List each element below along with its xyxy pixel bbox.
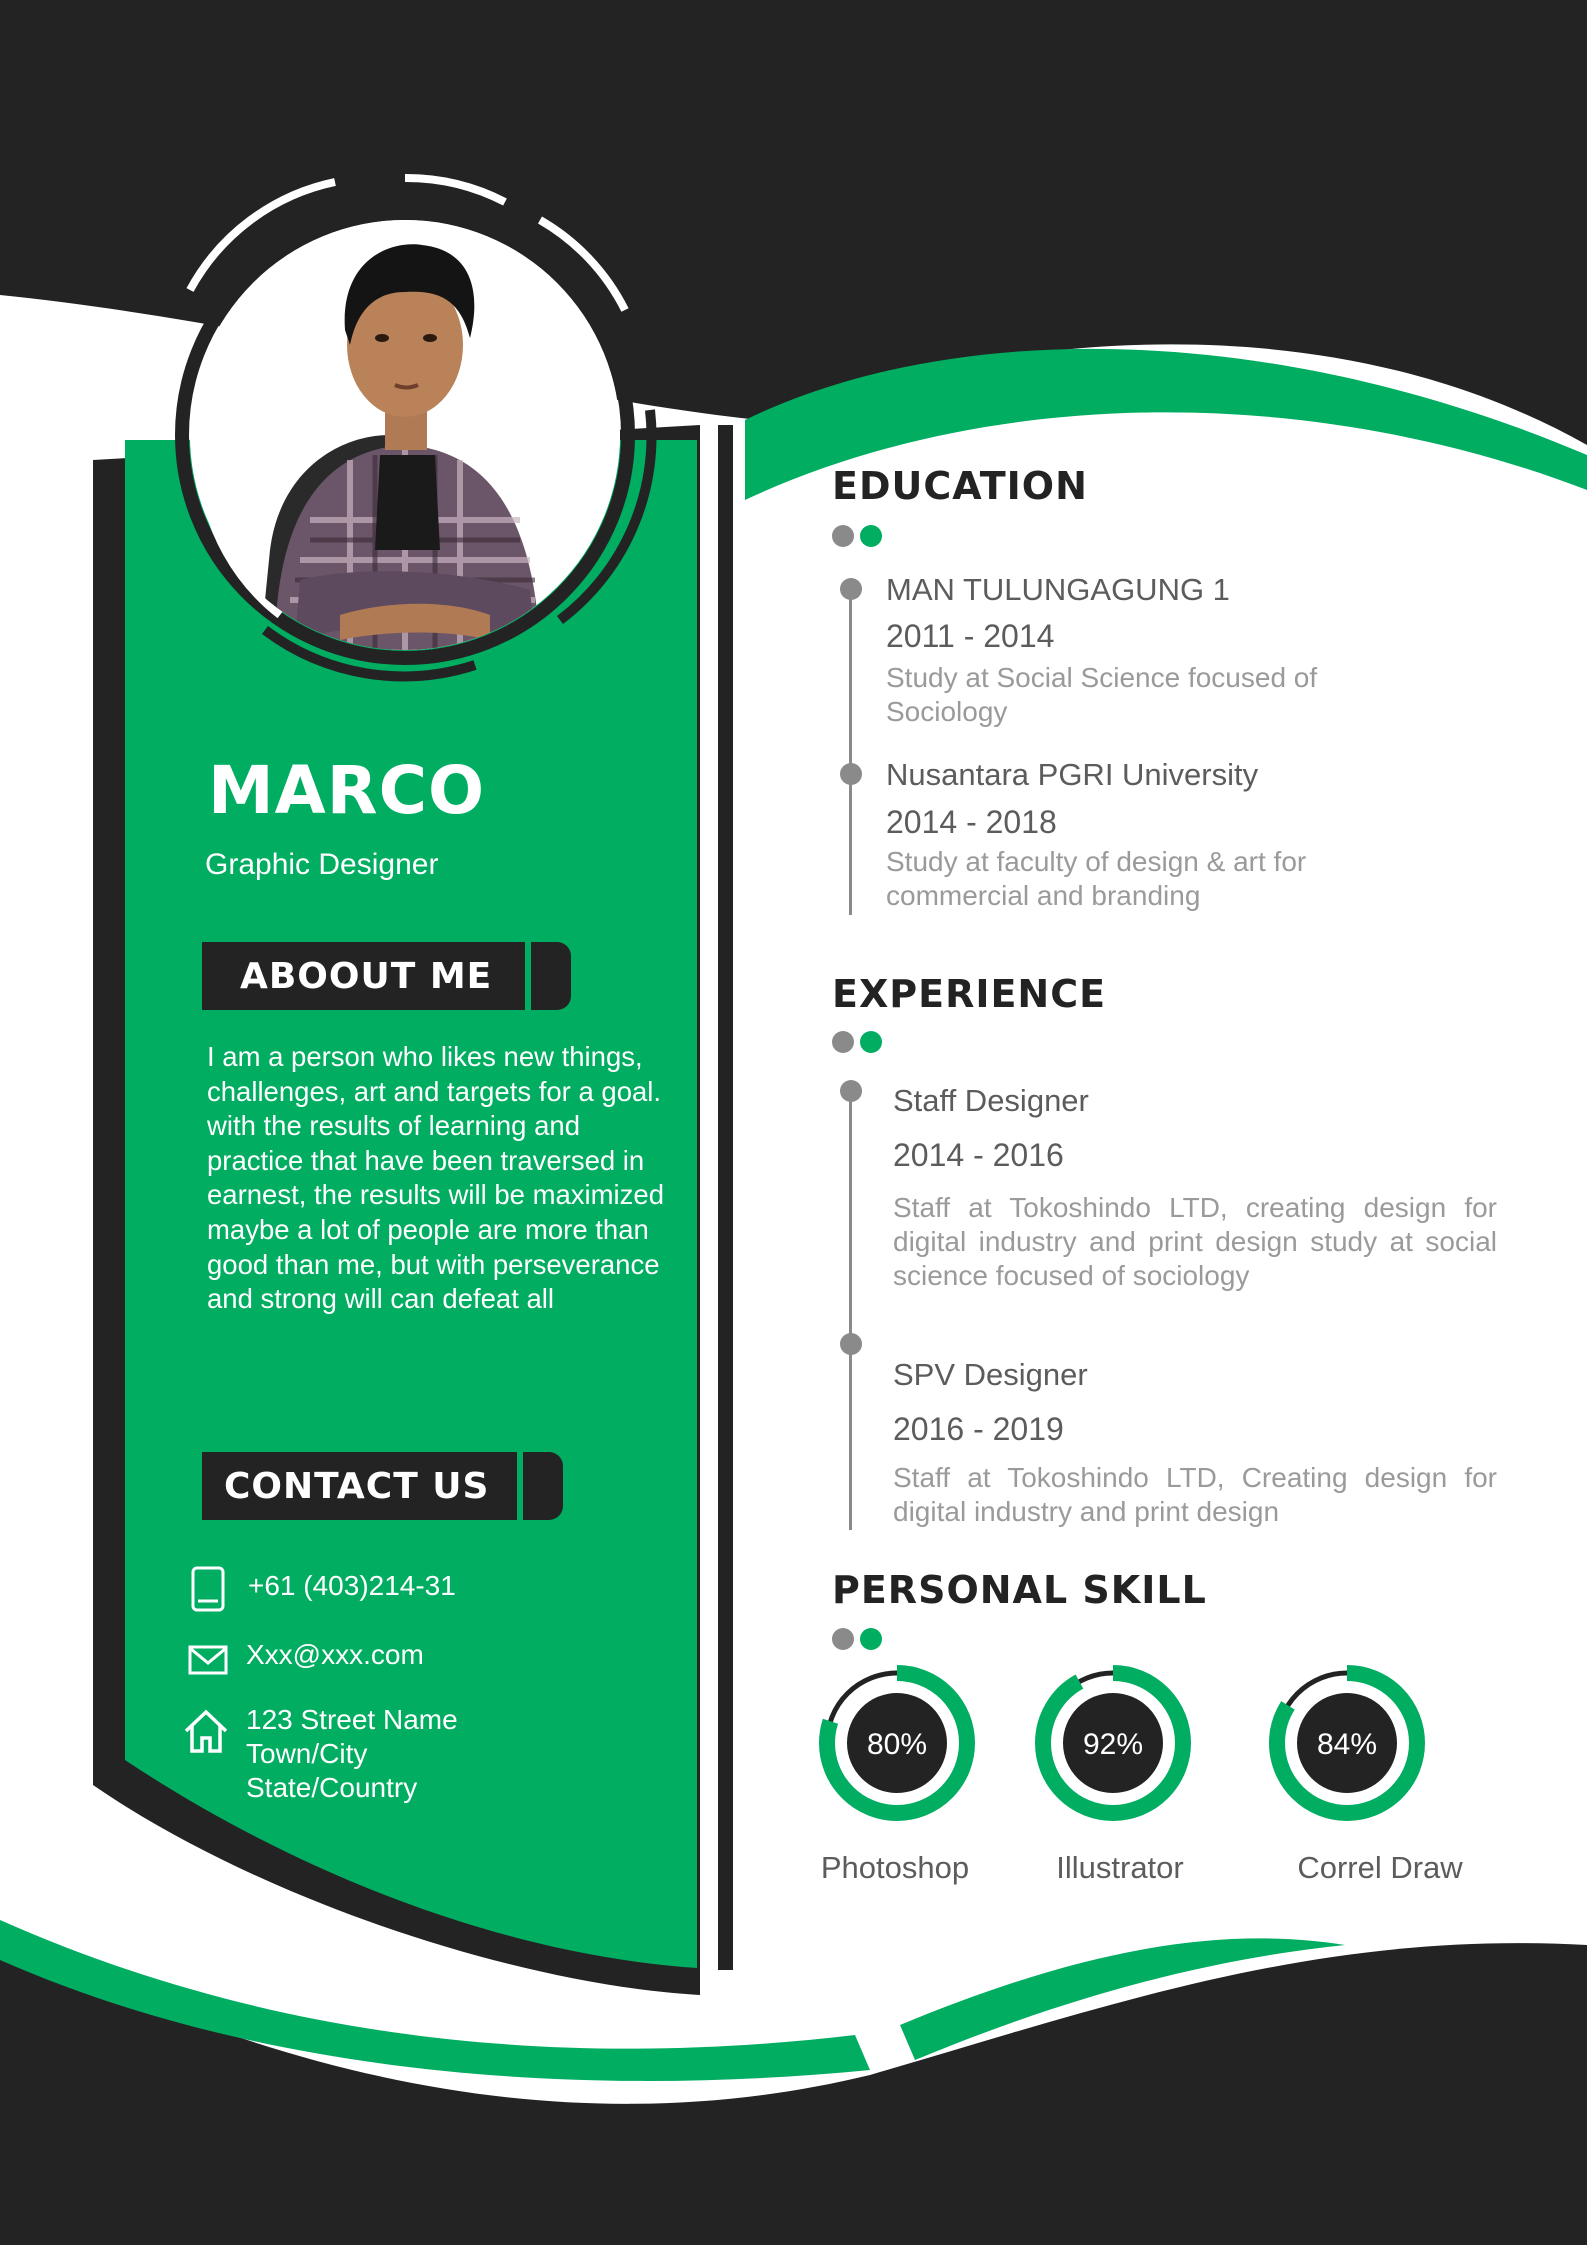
skills-heading: PERSONAL SKILL	[832, 1568, 1207, 1612]
skill-ring-illustrator	[1028, 1658, 1198, 1828]
education-item-years: 2014 - 2018	[886, 804, 1057, 840]
timeline-dot	[840, 1080, 862, 1102]
address-line: 123 Street Name	[246, 1704, 458, 1735]
education-item-desc: Study at faculty of design & art for commercial and branding	[886, 846, 1307, 911]
contact-phone-text: +61 (403)214-31	[248, 1570, 456, 1601]
education-item-title: MAN TULUNGAGUNG 1	[886, 572, 1230, 607]
about-heading-tab	[202, 942, 571, 1010]
experience-dots	[832, 1031, 882, 1053]
skill-label-illustrator: Illustrator	[1056, 1850, 1184, 1885]
skill-percent-label: 80%	[866, 1728, 928, 1761]
skill-percent-label: 92%	[1082, 1728, 1144, 1761]
experience-item-title: Staff Designer	[893, 1083, 1089, 1118]
contact-heading: CONTACT US	[202, 1452, 517, 1520]
about-text: I am a person who likes new things, challenges, art and targets for a goal. with the results of learning and practice that have been traversed in earnest, the results will be maximized maybe a lot of people are more than good than me, but with perseverance and strong will can defeat all	[207, 1041, 664, 1315]
about-heading: ABOOUT ME	[202, 942, 525, 1010]
contact-email-text: Xxx@xxx.com	[246, 1639, 424, 1670]
experience-item-desc: Staff at Tokoshindo LTD, creating design for digital industry and print design study at social science focused of sociology	[893, 1192, 1497, 1291]
experience-item-years: 2016 - 2019	[893, 1411, 1064, 1447]
contact-email[interactable]	[188, 1636, 424, 1684]
skill-label-photoshop: Photoshop	[820, 1850, 970, 1885]
experience-timeline	[849, 1090, 852, 1530]
skill-label-correl-draw: Correl Draw	[1297, 1850, 1463, 1885]
education-timeline	[849, 590, 852, 915]
experience-item-years: 2014 - 2016	[893, 1137, 1064, 1173]
profile-role: Graphic Designer	[205, 848, 439, 881]
education-item-years: 2011 - 2014	[886, 618, 1055, 654]
contact-heading-tab	[202, 1452, 563, 1520]
profile-name: MARCO	[208, 752, 486, 829]
timeline-dot	[840, 763, 862, 785]
education-heading: EDUCATION	[832, 464, 1088, 508]
address-line: Town/City	[246, 1738, 368, 1769]
timeline-dot	[840, 578, 862, 600]
experience-item-desc: Staff at Tokoshindo LTD, Creating design for digital industry and print design	[893, 1462, 1497, 1527]
experience-heading: EXPERIENCE	[832, 972, 1107, 1016]
education-item-desc: Study at Social Science focused of Sociology	[886, 662, 1318, 727]
education-item-title: Nusantara PGRI University	[886, 757, 1259, 792]
envelope-icon	[188, 1636, 244, 1684]
education-dots	[832, 525, 882, 547]
address-line: State/Country	[246, 1772, 418, 1803]
bottom-dark-wave	[0, 1935, 1587, 2245]
experience-item-title: SPV Designer	[893, 1357, 1088, 1392]
skill-ring-correl-draw	[1262, 1658, 1432, 1828]
contact-phone[interactable]	[190, 1565, 456, 1613]
phone-icon	[190, 1565, 246, 1613]
skills-dots	[832, 1628, 882, 1650]
profile-photo	[190, 220, 620, 650]
skill-ring-photoshop	[812, 1658, 982, 1828]
skill-percent-label: 84%	[1316, 1728, 1378, 1761]
timeline-dot	[840, 1333, 862, 1355]
vertical-divider	[718, 425, 733, 1970]
contact-address	[182, 1703, 458, 1805]
home-icon	[182, 1707, 238, 1755]
